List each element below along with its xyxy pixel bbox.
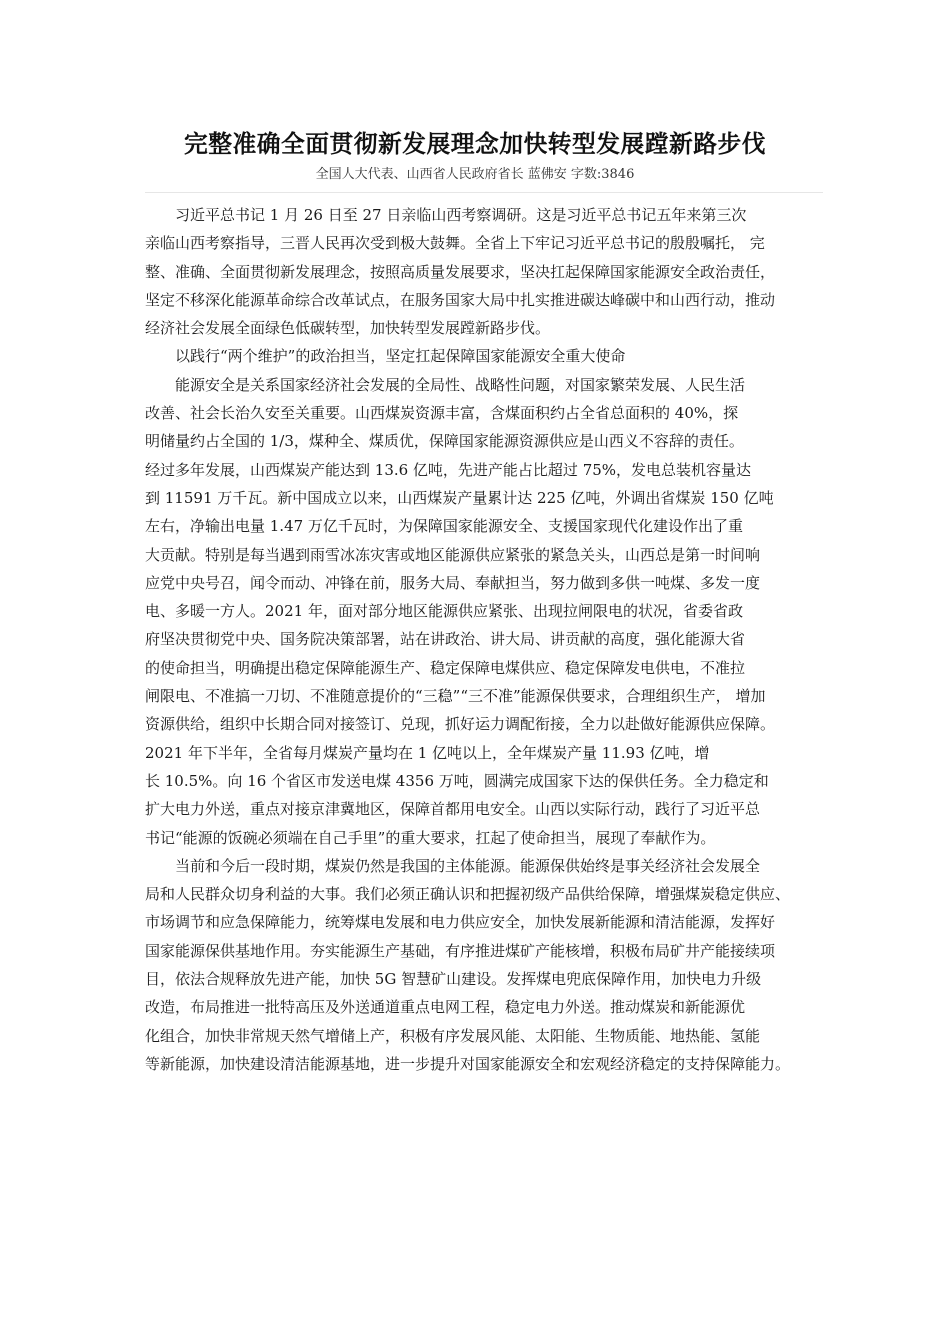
body-line: 化组合，加快非常规天然气增储上产，积极有序发展风能、太阳能、生物质能、地热能、氢能 bbox=[145, 1026, 761, 1045]
body-line: 明储量约占全国的 1/3，煤种全、煤质优，保障国家能源资源供应是山西义不容辞的责任。 bbox=[145, 432, 744, 451]
body-line: 长 10.5%。向 16 个省区市发送电煤 4356 万吨，圆满完成国家下达的保供任务。全力稳定和 bbox=[145, 771, 769, 790]
body-line: 市场调节和应急保障能力，统筹煤电发展和电力供应安全，加快发展新能源和清洁能源，发挥好 bbox=[145, 913, 776, 932]
article-body bbox=[145, 201, 823, 1078]
header-divider bbox=[145, 192, 823, 193]
article-byline: 全国人大代表、山西省人民政府省长 蓝佛安 字数:3846 bbox=[315, 167, 635, 182]
body-line: 当前和今后一段时期，煤炭仍然是我国的主体能源。能源保供始终是事关经济社会发展全 bbox=[145, 856, 761, 875]
body-line: 书记“能源的饭碗必须端在自己手里”的重大要求，扛起了使命担当，展现了奉献作为。 bbox=[145, 828, 716, 847]
body-line: 闸限电、不准搞一刀切、不准随意提价的“三稳”“三不准”能源保供要求，合理组织生产， 增加 bbox=[145, 687, 766, 706]
body-line: 应党中央号召，闻令而动、冲锋在前，服务大局、奉献担当，努力做到多供一吨煤、多发一度 bbox=[145, 573, 761, 592]
article-title: 完整准确全面贯彻新发展理念加快转型发展蹚新路步伐 bbox=[183, 130, 766, 158]
body-line: 改善、社会长治久安至关重要。山西煤炭资源丰富，含煤面积约占全省总面积的 40%，探 bbox=[145, 404, 739, 423]
body-line: 能源安全是关系国家经济社会发展的全局性、战略性问题，对国家繁荣发展、人民生活 bbox=[145, 375, 746, 394]
body-line: 的使命担当，明确提出稳定保障能源生产、稳定保障电煤供应、稳定保障发电供电，不准拉 bbox=[145, 658, 746, 677]
body-line: 目，依法合规释放先进产能，加快 5G 智慧矿山建设。发挥煤电兜底保障作用，加快电力升级 bbox=[145, 970, 762, 989]
body-line: 改造，布局推进一批特高压及外送通道重点电网工程，稳定电力外送。推动煤炭和新能源优 bbox=[145, 998, 746, 1017]
body-line: 府坚决贯彻党中央、国务院决策部署，站在讲政治、讲大局、讲贡献的高度，强化能源大省 bbox=[145, 630, 746, 649]
body-line: 整、准确、全面贯彻新发展理念，按照高质量发展要求，坚决扛起保障国家能源安全政治责任， bbox=[145, 262, 776, 281]
body-line: 习近平总书记 1 月 26 日至 27 日亲临山西考察调研。这是习近平总书记五年来第三次 bbox=[145, 206, 747, 224]
body-line: 大贡献。特别是每当遇到雨雪冰冻灾害或地区能源供应紧张的紧急关头，山西总是第一时间响 bbox=[145, 545, 761, 564]
body-line: 局和人民群众切身利益的大事。我们必须正确认识和把握初级产品供给保障，增强煤炭稳定供应、 bbox=[145, 885, 791, 904]
body-line: 经济社会发展全面绿色低碳转型，加快转型发展蹚新路步伐。 bbox=[145, 319, 551, 338]
body-line: 扩大电力外送，重点对接京津冀地区，保障首都用电安全。山西以实际行动，践行了习近平总 bbox=[145, 800, 761, 819]
body-line: 经过多年发展，山西煤炭产能达到 13.6 亿吨，先进产能占比超过 75%，发电总装机容量达 bbox=[145, 460, 752, 479]
body-line: 2021 年下半年，全省每月煤炭产量均在 1 亿吨以上，全年煤炭产量 11.93 亿吨，增 bbox=[145, 743, 710, 762]
body-line: 电、多暖一方人。2021 年，面对部分地区能源供应紧张、出现拉闸限电的状况，省委省政 bbox=[145, 602, 743, 621]
body-line: 资源供给，组织中长期合同对接签订、兑现，抓好运力调配衔接，全力以赴做好能源供应保障。 bbox=[145, 715, 776, 734]
body-line: 亲临山西考察指导，三晋人民再次受到极大鼓舞。全省上下牢记习近平总书记的殷殷嘱托， 完 bbox=[145, 234, 765, 253]
body-line: 等新能源，加快建设清洁能源基地，进一步提升对国家能源安全和宏观经济稳定的支持保障能力。 bbox=[145, 1054, 791, 1073]
body-line: 以践行“两个维护”的政治担当，坚定扛起保障国家能源安全重大使命 bbox=[145, 347, 626, 366]
body-line: 左右，净输出电量 1.47 万亿千瓦时，为保障国家能源安全、支援国家现代化建设作出了重 bbox=[145, 517, 743, 536]
body-line: 到 11591 万千瓦。新中国成立以来，山西煤炭产量累计达 225 亿吨，外调出省煤炭 150 亿吨 bbox=[145, 488, 774, 507]
body-line: 国家能源保供基地作用。夯实能源生产基础，有序推进煤矿产能核增，积极布局矿井产能接续项 bbox=[145, 941, 776, 960]
body-line: 坚定不移深化能源革命综合改革试点，在服务国家大局中扎实推进碳达峰碳中和山西行动，推动 bbox=[145, 290, 776, 309]
